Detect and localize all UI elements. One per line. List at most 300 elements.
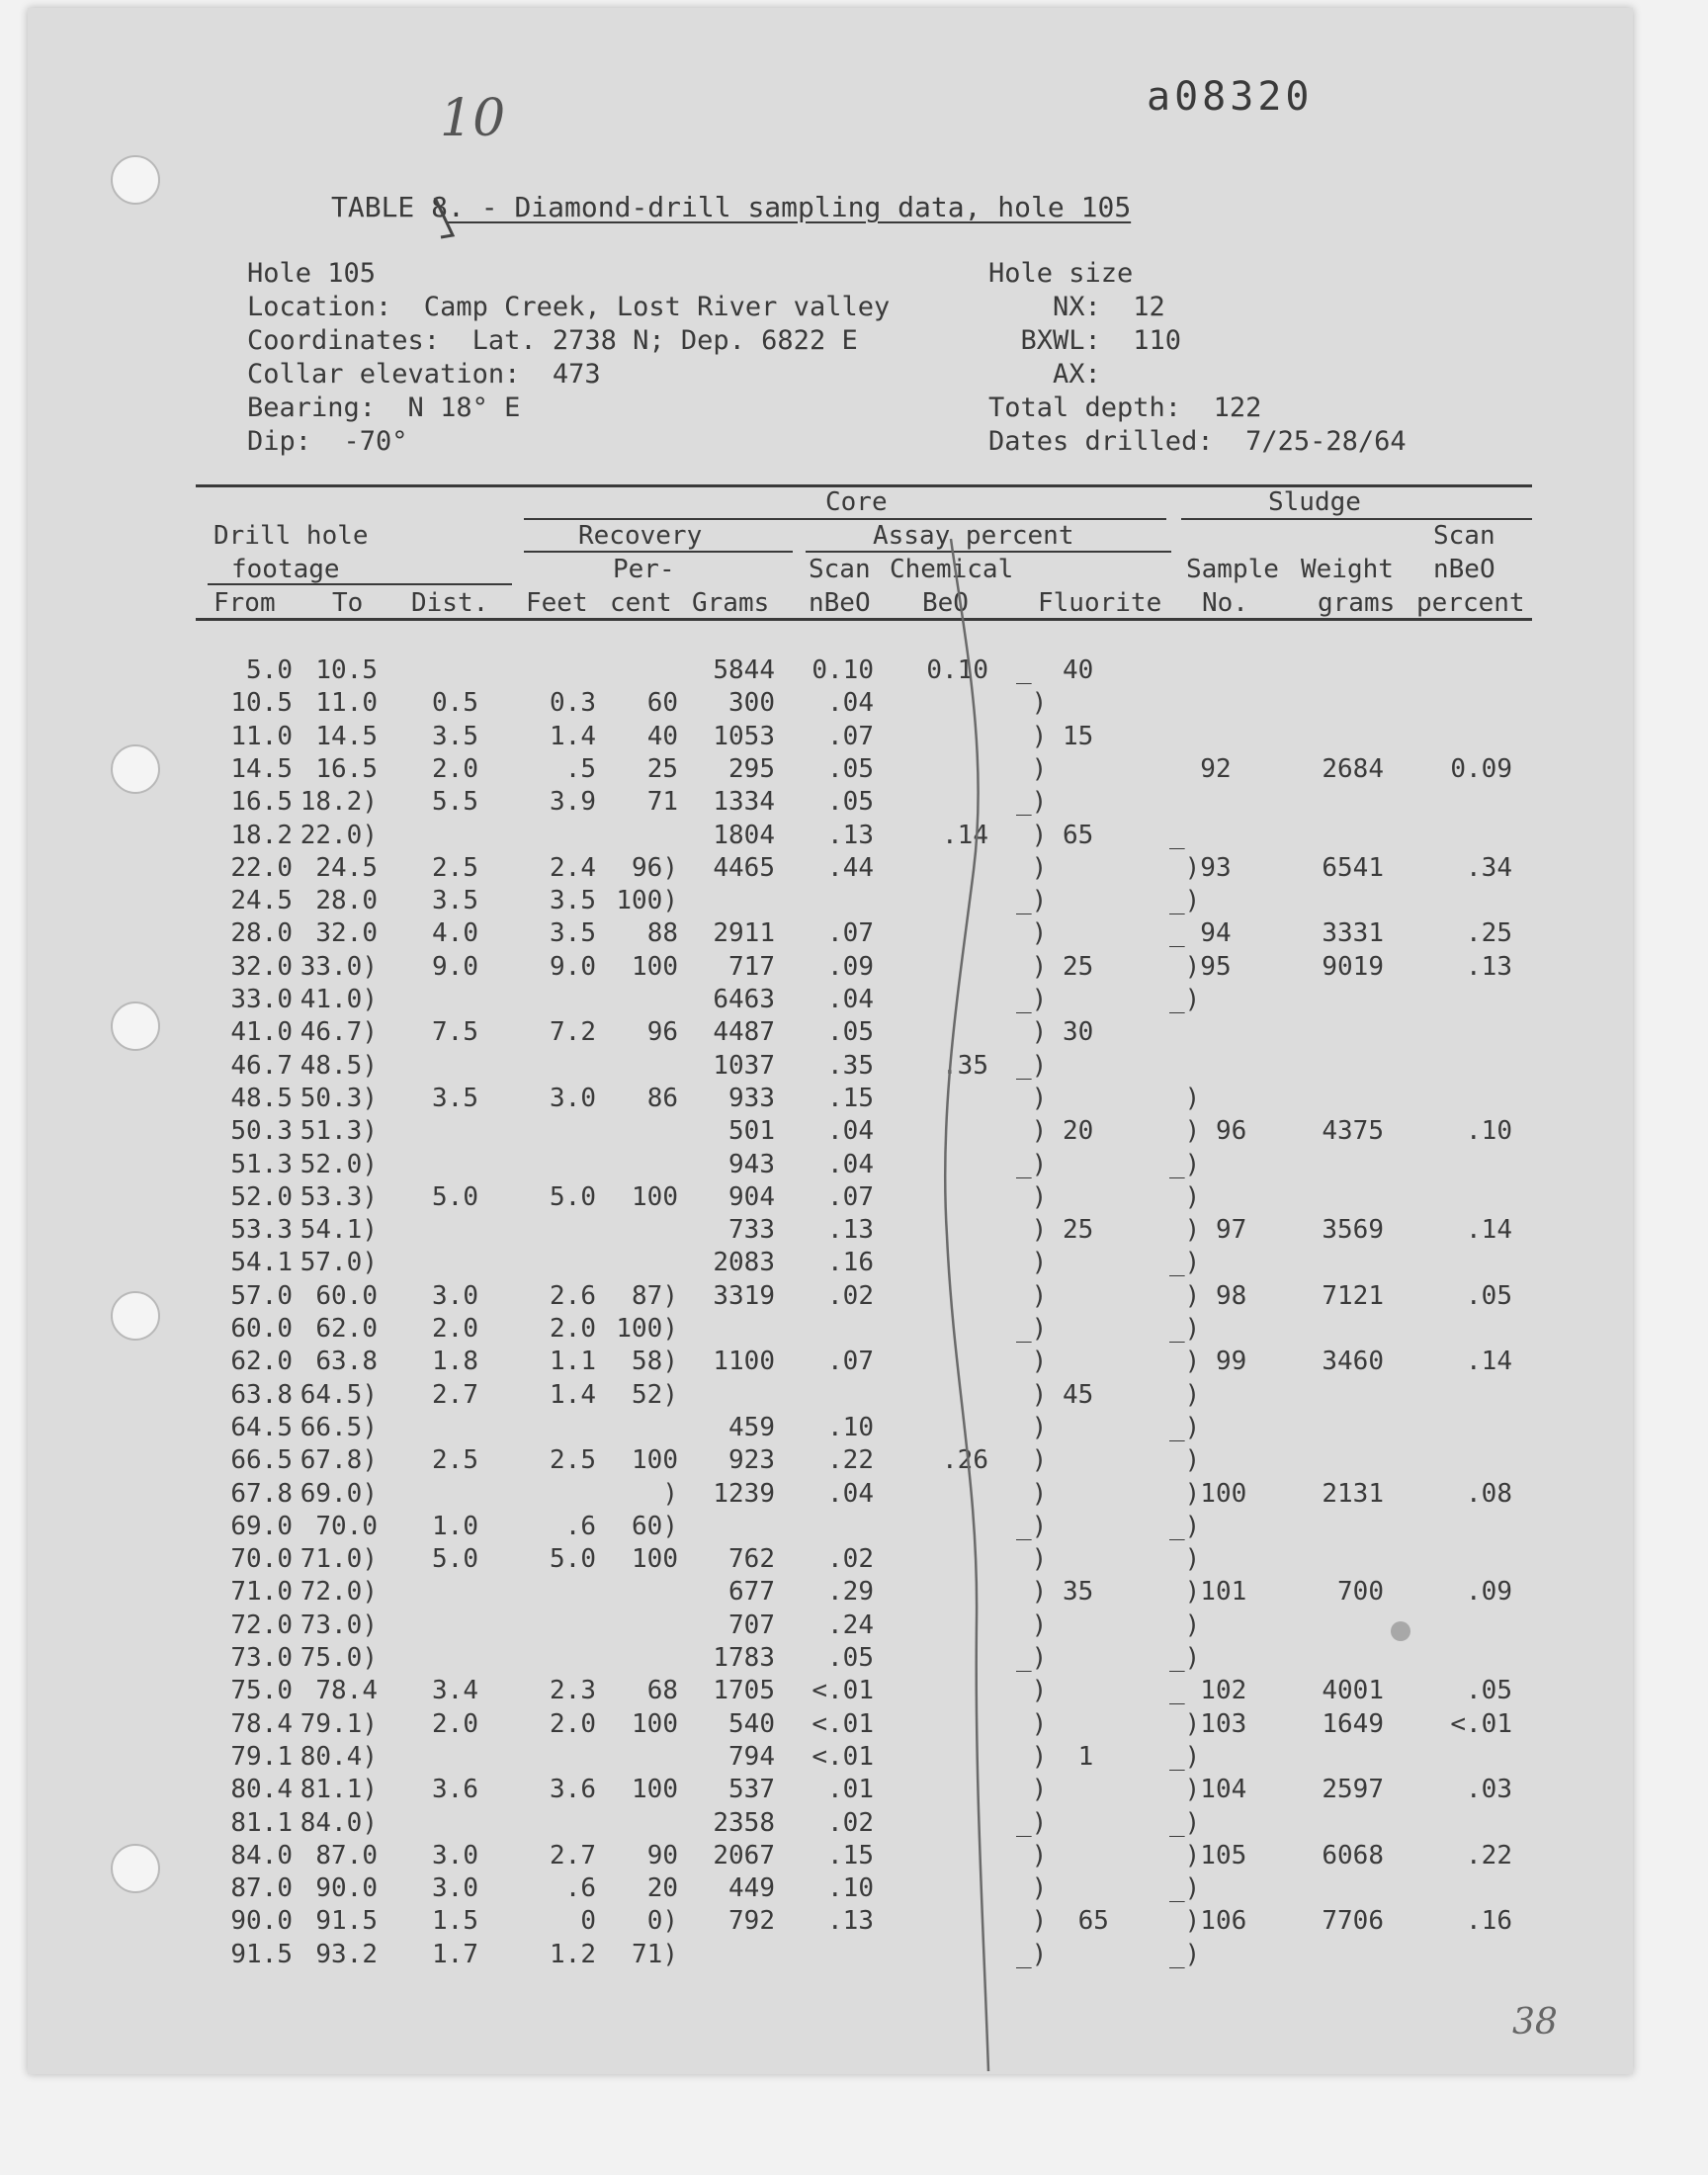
cell-from: 91.5 (230, 1939, 293, 1969)
cell-sample-no: _ 102 (1169, 1676, 1247, 1706)
cell-scan-nbeo: .15 (827, 1083, 874, 1113)
cell-scan-nbeo: .13 (827, 1215, 874, 1246)
cell-to: 71.0) (299, 1544, 378, 1575)
cell-sludge-weight: 2131 (1322, 1478, 1384, 1509)
header-sample-no: No. (1202, 588, 1248, 618)
cell-from: 71.0 (230, 1577, 293, 1608)
cell-from: 5.0 (246, 655, 293, 685)
cell-dist: 3.6 (432, 1775, 478, 1805)
header-sample: Sample (1186, 555, 1279, 584)
core-rule (524, 518, 1166, 520)
cell-sludge-scan: .14 (1466, 1215, 1512, 1246)
binder-hole-2 (111, 744, 160, 794)
cell-dist: 3.5 (432, 721, 478, 751)
cell-grams: 6463 (713, 985, 775, 1014)
cell-sample-no: _ 94 (1169, 918, 1232, 949)
cell-feet: 2.0 (550, 1314, 596, 1344)
hole-info-left-line: Dip: -70° (247, 426, 408, 457)
cell-sample-no: )104 (1169, 1775, 1247, 1805)
cell-scan-nbeo: .04 (827, 1149, 874, 1179)
cell-from: 28.0 (230, 918, 293, 949)
header-chemical: Chemical (890, 555, 1014, 584)
cell-fluorite: ) 15 (1016, 721, 1094, 751)
cell-from: 41.0 (230, 1017, 293, 1048)
cell-grams: 904 (728, 1181, 775, 1212)
cell-from: 24.5 (230, 886, 293, 916)
cell-fluorite: ) 25 (1016, 951, 1094, 982)
cell-from: 80.4 (230, 1775, 293, 1805)
cell-from: 62.0 (230, 1347, 293, 1377)
cell-sample-no: )105 (1169, 1840, 1247, 1870)
cell-to: 53.3) (299, 1181, 378, 1212)
cell-sample-no: )93 (1169, 852, 1232, 883)
cell-scan-nbeo: .13 (827, 820, 874, 850)
cell-to: 10.5 (315, 655, 378, 685)
cell-from: 14.5 (230, 753, 293, 784)
cell-scan-nbeo: .07 (827, 1181, 874, 1212)
header-fluorite: Fluorite (1038, 588, 1162, 618)
cell-from: 72.0 (230, 1610, 293, 1640)
cell-percent: 60 (646, 688, 678, 719)
cell-sludge-scan: .05 (1466, 1280, 1512, 1311)
cell-chem-beo: .26 (942, 1445, 988, 1476)
cell-scan-nbeo: .35 (827, 1050, 874, 1081)
cell-to: 24.5 (315, 852, 378, 883)
cell-from: 79.1 (230, 1741, 293, 1772)
header-bottom-rule (196, 618, 1532, 621)
cell-scan-nbeo: .04 (827, 985, 874, 1014)
cell-grams: 2083 (713, 1248, 775, 1278)
cell-sample-no: ) (1169, 1379, 1201, 1410)
cell-sludge-scan: .05 (1466, 1676, 1512, 1706)
cell-to: 28.0 (315, 886, 378, 916)
cell-from: 22.0 (230, 852, 293, 883)
cell-fluorite: ) (1016, 918, 1048, 949)
cell-scan-nbeo: <.01 (811, 1708, 874, 1739)
cell-fluorite: ) (1016, 1708, 1048, 1739)
hole-info-left-line: Hole 105 (247, 258, 377, 289)
cell-sample-no: ) 99 (1169, 1347, 1247, 1377)
cell-from: 33.0 (230, 985, 293, 1014)
cell-sample-no: 92 (1169, 753, 1232, 784)
cell-grams: 540 (728, 1708, 775, 1739)
cell-from: 90.0 (230, 1906, 293, 1937)
cell-sample-no: _) (1169, 886, 1201, 916)
cell-sludge-scan: .14 (1466, 1347, 1512, 1377)
cell-grams: 5844 (713, 655, 775, 685)
cell-from: 10.5 (230, 688, 293, 719)
cell-sample-no: ) 96 (1169, 1116, 1247, 1147)
cell-feet: 1.2 (550, 1939, 596, 1969)
cell-fluorite: ) 65 (1016, 820, 1094, 850)
cell-sludge-weight: 6541 (1322, 852, 1384, 883)
cell-from: 11.0 (230, 721, 293, 751)
cell-scan-nbeo: <.01 (811, 1741, 874, 1772)
cell-from: 75.0 (230, 1676, 293, 1706)
cell-to: 69.0) (299, 1478, 378, 1509)
cell-sample-no: _) (1169, 1149, 1201, 1179)
cell-dist: 2.5 (432, 852, 478, 883)
cell-sample-no: )106 (1169, 1906, 1247, 1937)
header-scan: Scan (809, 555, 871, 584)
cell-sludge-scan: .22 (1466, 1840, 1512, 1870)
cell-dist: 3.5 (432, 886, 478, 916)
cell-feet: 3.0 (550, 1083, 596, 1113)
cell-from: 87.0 (230, 1873, 293, 1904)
header-weight-grams: grams (1318, 588, 1396, 618)
cell-from: 78.4 (230, 1708, 293, 1739)
cell-sample-no: _) (1169, 1939, 1201, 1969)
cell-from: 64.5 (230, 1412, 293, 1442)
hole-info-left-line: Bearing: N 18° E (247, 392, 521, 423)
cell-to: 66.5) (299, 1412, 378, 1442)
cell-scan-nbeo: .05 (827, 1643, 874, 1673)
cell-sample-no: ) 97 (1169, 1215, 1247, 1246)
cell-percent: 100 (632, 951, 678, 982)
cell-sample-no: )100 (1169, 1478, 1247, 1509)
cell-feet: .5 (564, 753, 596, 784)
cell-percent: 71) (632, 1939, 678, 1969)
cell-fluorite: ) (1016, 1181, 1048, 1212)
cell-to: 18.2) (299, 787, 378, 818)
hole-info-left-line: Coordinates: Lat. 2738 N; Dep. 6822 E (247, 325, 858, 356)
cell-to: 72.0) (299, 1577, 378, 1608)
cell-to: 16.5 (315, 753, 378, 784)
cell-from: 73.0 (230, 1643, 293, 1673)
cell-feet: 2.3 (550, 1676, 596, 1706)
cell-sample-no: _) (1169, 1314, 1201, 1344)
cell-sample-no: _) (1169, 985, 1201, 1014)
cell-feet: 5.0 (550, 1544, 596, 1575)
header-percent: percent (1416, 588, 1525, 618)
cell-dist: 1.5 (432, 1906, 478, 1937)
cell-dist: 2.0 (432, 753, 478, 784)
cell-feet: 2.6 (550, 1280, 596, 1311)
cell-percent: 100 (632, 1544, 678, 1575)
cell-grams: 933 (728, 1083, 775, 1113)
cell-grams: 1334 (713, 787, 775, 818)
cell-from: 48.5 (230, 1083, 293, 1113)
cell-sample-no: _) (1169, 1412, 1201, 1442)
cell-feet: 2.5 (550, 1445, 596, 1476)
cell-feet: .6 (564, 1511, 596, 1541)
document-number: a08320 (1147, 74, 1314, 120)
cell-to: 32.0 (315, 918, 378, 949)
cell-dist: 2.0 (432, 1708, 478, 1739)
cell-fluorite: ) 25 (1016, 1215, 1094, 1246)
cell-fluorite: _ 40 (1016, 655, 1094, 685)
cell-dist: 2.7 (432, 1379, 478, 1410)
cell-sludge-weight: 3460 (1322, 1347, 1384, 1377)
header-drill-hole: Drill hole (214, 521, 369, 551)
header-feet: Feet (526, 588, 588, 618)
cell-grams: 717 (728, 951, 775, 982)
cell-percent: 58) (632, 1347, 678, 1377)
cell-scan-nbeo: .04 (827, 688, 874, 719)
cell-scan-nbeo: .02 (827, 1807, 874, 1838)
cell-sludge-weight: 6068 (1322, 1840, 1384, 1870)
cell-from: 70.0 (230, 1544, 293, 1575)
cell-to: 75.0) (299, 1643, 378, 1673)
cell-scan-nbeo: .05 (827, 753, 874, 784)
cell-scan-nbeo: .44 (827, 852, 874, 883)
cell-sample-no: ) (1169, 1181, 1201, 1212)
cell-to: 78.4 (315, 1676, 378, 1706)
cell-to: 84.0) (299, 1807, 378, 1838)
cell-sludge-scan: .09 (1466, 1577, 1512, 1608)
header-grams: Grams (692, 588, 770, 618)
cell-to: 60.0 (315, 1280, 378, 1311)
header-assay-percent: Assay percent (873, 521, 1074, 551)
hole-info-left (247, 257, 890, 459)
header-dist: Dist. (411, 588, 489, 618)
cell-fluorite: ) 1 (1016, 1741, 1094, 1772)
cell-chem-beo: .35 (942, 1050, 988, 1081)
cell-sludge-weight: 2597 (1322, 1775, 1384, 1805)
cell-to: 87.0 (315, 1840, 378, 1870)
cell-fluorite: _) (1016, 1314, 1048, 1344)
hole-info-left-line: Location: Camp Creek, Lost River valley (247, 292, 891, 322)
cell-to: 48.5) (299, 1050, 378, 1081)
cell-grams: 923 (728, 1445, 775, 1476)
cell-from: 57.0 (230, 1280, 293, 1311)
binder-hole-4 (111, 1291, 160, 1341)
cell-to: 91.5 (315, 1906, 378, 1937)
cell-to: 46.7) (299, 1017, 378, 1048)
header-scan-sludge: Scan (1433, 521, 1495, 551)
header-to: To (332, 588, 364, 618)
cell-percent: 86 (646, 1083, 678, 1113)
cell-feet: 3.5 (550, 918, 596, 949)
cell-scan-nbeo: .15 (827, 1840, 874, 1870)
assay-rule (806, 551, 1171, 553)
hole-info-right-line: BXWL: 110 (988, 325, 1182, 356)
cell-to: 33.0) (299, 951, 378, 982)
cell-feet: 5.0 (550, 1181, 596, 1212)
cell-grams: 300 (728, 688, 775, 719)
cell-percent: 100 (632, 1708, 678, 1739)
cell-to: 73.0) (299, 1610, 378, 1640)
cell-scan-nbeo: .10 (827, 1873, 874, 1904)
cell-sample-no: )103 (1169, 1708, 1247, 1739)
cell-grams: 1804 (713, 820, 775, 850)
cell-fluorite: ) (1016, 1840, 1048, 1870)
cell-to: 41.0) (299, 985, 378, 1014)
cell-fluorite: _) (1016, 886, 1048, 916)
cell-to: 63.8 (315, 1347, 378, 1377)
cell-sample-no: _) (1169, 1807, 1201, 1838)
cell-from: 16.5 (230, 787, 293, 818)
header-recovery: Recovery (578, 521, 703, 551)
cell-grams: 762 (728, 1544, 775, 1575)
cell-chem-beo: .14 (942, 820, 988, 850)
cell-sludge-weight: 4001 (1322, 1676, 1384, 1706)
cell-sample-no: ) (1169, 1445, 1201, 1476)
cell-fluorite: _) (1016, 1643, 1048, 1673)
cell-grams: 707 (728, 1610, 775, 1640)
header-from: From (214, 588, 276, 618)
cell-scan-nbeo: .04 (827, 1478, 874, 1509)
cell-scan-nbeo: .09 (827, 951, 874, 982)
cell-sample-no: ) 98 (1169, 1280, 1247, 1311)
cell-to: 52.0) (299, 1149, 378, 1179)
cell-grams: 501 (728, 1116, 775, 1147)
cell-scan-nbeo: <.01 (811, 1676, 874, 1706)
cell-to: 22.0) (299, 820, 378, 850)
cell-to: 54.1) (299, 1215, 378, 1246)
cell-dist: 2.0 (432, 1314, 478, 1344)
cell-scan-nbeo: .05 (827, 787, 874, 818)
cell-fluorite: ) 65 (1016, 1906, 1109, 1937)
binder-hole-5 (111, 1844, 160, 1893)
cell-percent: 90 (646, 1840, 678, 1870)
cell-fluorite: ) (1016, 753, 1048, 784)
cell-fluorite: ) (1016, 688, 1048, 719)
cell-sludge-weight: 1649 (1322, 1708, 1384, 1739)
cell-percent: 68 (646, 1676, 678, 1706)
cell-fluorite: _) (1016, 1511, 1048, 1541)
cell-dist: 0.5 (432, 688, 478, 719)
hole-info-right-line: NX: 12 (988, 292, 1165, 322)
cell-from: 69.0 (230, 1511, 293, 1541)
cell-sample-no: _ (1169, 820, 1185, 850)
cell-percent: 100) (616, 886, 678, 916)
cell-chem-beo: 0.10 (926, 655, 988, 685)
cell-fluorite: ) (1016, 1412, 1048, 1442)
cell-feet: 2.7 (550, 1840, 596, 1870)
cell-to: 62.0 (315, 1314, 378, 1344)
cell-fluorite: ) (1016, 1873, 1048, 1904)
binder-hole-1 (111, 155, 160, 205)
cell-to: 79.1) (299, 1708, 378, 1739)
cell-to: 57.0) (299, 1248, 378, 1278)
sludge-rule (1181, 518, 1532, 520)
cell-sample-no: )101 (1169, 1577, 1247, 1608)
hole-info-right-line: Total depth: 122 (988, 392, 1262, 423)
cell-feet: 3.6 (550, 1775, 596, 1805)
cell-percent: 20 (646, 1873, 678, 1904)
cell-from: 67.8 (230, 1478, 293, 1509)
cell-to: 50.3) (299, 1083, 378, 1113)
cell-fluorite: _) (1016, 985, 1048, 1014)
cell-grams: 1037 (713, 1050, 775, 1081)
cell-feet: 3.5 (550, 886, 596, 916)
cell-to: 64.5) (299, 1379, 378, 1410)
cell-fluorite: ) (1016, 1544, 1048, 1575)
cell-feet: 1.1 (550, 1347, 596, 1377)
cell-dist: 5.0 (432, 1181, 478, 1212)
cell-dist: 1.8 (432, 1347, 478, 1377)
cell-sludge-weight: 3569 (1322, 1215, 1384, 1246)
cell-sample-no: )95 (1169, 951, 1232, 982)
cell-from: 54.1 (230, 1248, 293, 1278)
cell-feet: 9.0 (550, 951, 596, 982)
cell-fluorite: ) 30 (1016, 1017, 1094, 1048)
cell-scan-nbeo: .07 (827, 1347, 874, 1377)
cell-scan-nbeo: .16 (827, 1248, 874, 1278)
cell-percent: 100 (632, 1445, 678, 1476)
cell-scan-nbeo: .02 (827, 1280, 874, 1311)
cell-sludge-weight: 4375 (1322, 1116, 1384, 1147)
cell-dist: 3.5 (432, 1083, 478, 1113)
cell-grams: 2911 (713, 918, 775, 949)
header-footage: footage (231, 555, 340, 584)
table-title-text: . - Diamond-drill sampling data, hole 105 (448, 191, 1132, 223)
hole-info-right-line: AX: (988, 359, 1101, 390)
hole-info-right (988, 257, 1407, 459)
cell-dist: 3.0 (432, 1873, 478, 1904)
cell-percent: ) (662, 1478, 678, 1509)
cell-sludge-scan: .34 (1466, 852, 1512, 883)
cell-sludge-scan: 0.09 (1450, 753, 1512, 784)
cell-from: 32.0 (230, 951, 293, 982)
cell-sludge-weight: 9019 (1322, 951, 1384, 982)
cell-sludge-scan: .25 (1466, 918, 1512, 949)
cell-sludge-scan: .08 (1466, 1478, 1512, 1509)
table-number: 8 (431, 191, 449, 223)
header-nbeo: nBeO (809, 588, 871, 618)
cell-feet: 7.2 (550, 1017, 596, 1048)
header-cent: cent (610, 588, 672, 618)
cell-sample-no: ) (1169, 1544, 1201, 1575)
cell-feet: 2.0 (550, 1708, 596, 1739)
cell-grams: 2358 (713, 1807, 775, 1838)
cell-to: 70.0 (315, 1511, 378, 1541)
cell-sludge-weight: 7121 (1322, 1280, 1384, 1311)
header-weight: Weight (1301, 555, 1394, 584)
cell-grams: 792 (728, 1906, 775, 1937)
cell-to: 93.2 (315, 1939, 378, 1969)
cell-feet: 1.4 (550, 721, 596, 751)
cell-percent: 87) (632, 1280, 678, 1311)
cell-sludge-weight: 2684 (1322, 753, 1384, 784)
cell-scan-nbeo: .01 (827, 1775, 874, 1805)
cell-from: 53.3 (230, 1215, 293, 1246)
cell-dist: 4.0 (432, 918, 478, 949)
cell-grams: 943 (728, 1149, 775, 1179)
cell-dist: 1.0 (432, 1511, 478, 1541)
cell-from: 46.7 (230, 1050, 293, 1081)
cell-dist: 5.0 (432, 1544, 478, 1575)
cell-sludge-weight: 3331 (1322, 918, 1384, 949)
cell-fluorite: ) (1016, 852, 1048, 883)
cell-sludge-scan: .03 (1466, 1775, 1512, 1805)
cell-from: 66.5 (230, 1445, 293, 1476)
cell-fluorite: _) (1016, 1149, 1048, 1179)
cell-dist: 3.4 (432, 1676, 478, 1706)
cell-scan-nbeo: 0.10 (811, 655, 874, 685)
cell-fluorite: _) (1016, 1050, 1048, 1081)
cell-fluorite: ) 35 (1016, 1577, 1094, 1608)
hole-info-left-line: Collar elevation: 473 (247, 359, 601, 390)
header-beo: BeO (922, 588, 969, 618)
recovery-rule (524, 551, 793, 553)
table-label: TABLE (331, 191, 415, 223)
cell-fluorite: ) (1016, 1610, 1048, 1640)
cell-to: 81.1) (299, 1775, 378, 1805)
cell-scan-nbeo: .04 (827, 1116, 874, 1147)
cell-scan-nbeo: .10 (827, 1412, 874, 1442)
handwritten-table-number: 10 (440, 89, 506, 148)
cell-sample-no: ) (1169, 1083, 1201, 1113)
cell-grams: 3319 (713, 1280, 775, 1311)
cell-percent: 52) (632, 1379, 678, 1410)
cell-percent: 100 (632, 1775, 678, 1805)
cell-grams: 1705 (713, 1676, 775, 1706)
cell-percent: 100 (632, 1181, 678, 1212)
cell-fluorite: ) (1016, 1248, 1048, 1278)
cell-from: 81.1 (230, 1807, 293, 1838)
